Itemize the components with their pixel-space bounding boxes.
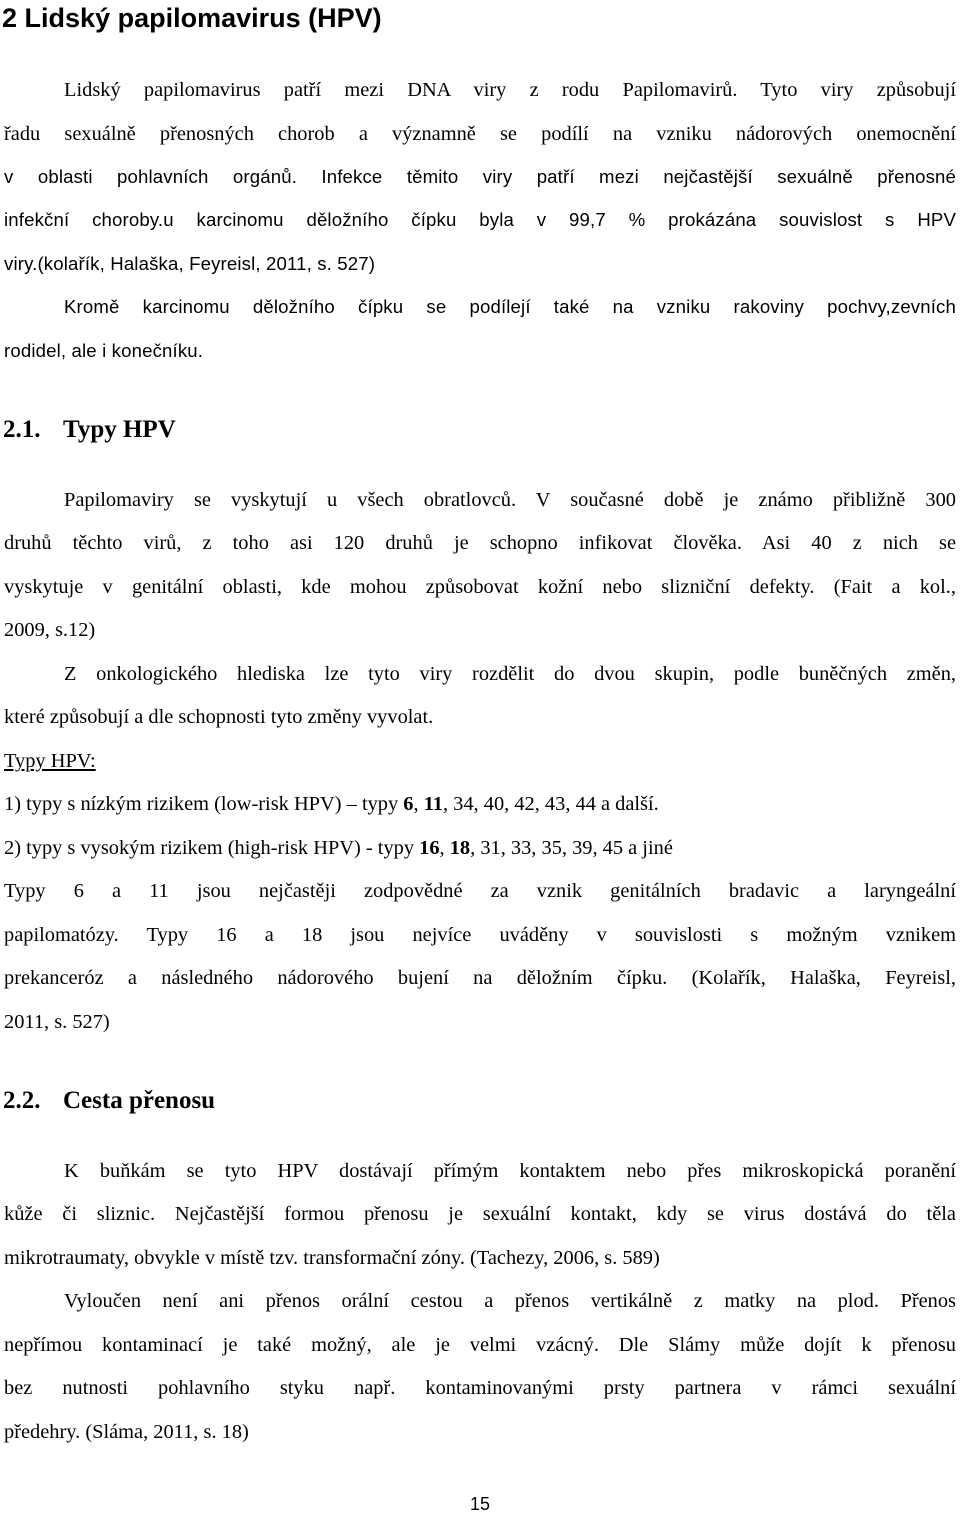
- intro-line-4: infekční choroby.u karcinomu děložního čípku byla v 99,7 % prokázána souvislost s HPV: [4, 209, 956, 230]
- transmission-line-7: předehry. (Sláma, 2011, s. 18): [4, 1421, 249, 1443]
- chapter-number: 2: [2, 3, 18, 33]
- type1-sep: ,: [413, 793, 424, 815]
- type1-bold-11: 11: [423, 793, 443, 815]
- intro-line-5: viry.(kolařík, Halaška, Feyreisl, 2011, s. 527): [4, 253, 376, 274]
- types-line-6: které způsobují a dle schopnosti tyto změny vyvolat.: [4, 706, 434, 728]
- section-number: 2.1.: [3, 416, 41, 443]
- type1-dash: –: [346, 793, 357, 815]
- section-number: 2.2.: [3, 1087, 41, 1114]
- type2-bold-18: 18: [449, 837, 471, 859]
- types-closing-line-1: Typy 6 a 11 jsou nejčastěji zodpovědné za vznik genitálních bradavic a laryngeální: [4, 880, 956, 902]
- types-heading-text: Typy HPV:: [4, 750, 96, 772]
- type-low-risk: [4, 790, 956, 818]
- transmission-line-1: K buňkám se tyto HPV dostávají přímým kontaktem nebo přes mikroskopická poranění: [64, 1160, 956, 1182]
- page-number: 15: [469, 1494, 491, 1514]
- types-closing-line-4: 2011, s. 527): [4, 1011, 110, 1033]
- transmission-line-2: kůže či sliznic. Nejčastější formou přenosu je sexuální kontakt, kdy se virus dostává do těla: [4, 1203, 956, 1225]
- type1-rest: , 34, 40, 42, 43, 44 a další.: [442, 793, 659, 815]
- intro-line-1: Lidský papilomavirus patří mezi DNA viry z rodu Papilomavirů. Tyto viry způsobují: [64, 79, 956, 101]
- type1-prefix: 1) typy s nízkým rizikem (low-risk HPV): [4, 793, 347, 815]
- type1-mid: typy: [356, 793, 404, 815]
- types-line-3: vyskytuje v genitální oblasti, kde mohou způsobovat kožní nebo slizniční defekty. (Fait a kol.,: [4, 576, 956, 598]
- types-line-1: Papilomaviry se vyskytují u všech obratlovců. V současné době je známo přibližně 300: [64, 489, 956, 511]
- types-line-5: Z onkologického hlediska lze tyto viry rozdělit do dvou skupin, podle buněčných změn,: [64, 663, 956, 685]
- section-heading-types: [3, 414, 176, 446]
- type-high-risk: [4, 834, 956, 862]
- section-title: Cesta přenosu: [63, 1087, 216, 1114]
- type2-bold-16: 16: [419, 837, 440, 859]
- chapter-heading: [2, 0, 382, 36]
- intro-line-2: řadu sexuálně přenosných chorob a významně se podílí na vzniku nádorových onemocnění: [4, 123, 956, 145]
- types-list-heading: [4, 747, 956, 775]
- type2-sep: ,: [439, 837, 450, 859]
- section-title: Typy HPV: [63, 416, 176, 443]
- type2-prefix: 2) typy s vysokým rizikem (high-risk HPV) - typy: [4, 837, 420, 859]
- types-line-2: druhů těchto virů, z toho asi 120 druhů je schopno infikovat člověka. Asi 40 z nich se: [4, 532, 956, 554]
- types-closing-line-2: papilomatózy. Typy 16 a 18 jsou nejvíce uváděny v souvislosti s možným vznikem: [4, 924, 956, 946]
- transmission-line-6: bez nutnosti pohlavního styku např. kontaminovanými prsty partnera v rámci sexuální: [4, 1377, 956, 1399]
- chapter-title: Lidský papilomavirus (HPV): [24, 3, 382, 33]
- intro-line-7: rodidel, ale i konečníku.: [4, 340, 204, 361]
- transmission-line-4: Vyloučen není ani přenos orální cestou a přenos vertikálně z matky na plod. Přenos: [64, 1290, 956, 1312]
- transmission-line-5: nepřímou kontaminací je také možný, ale je velmi vzácný. Dle Slámy může dojít k přenosu: [4, 1334, 956, 1356]
- transmission-line-3: mikrotraumaty, obvykle v místě tzv. transformační zóny. (Tachezy, 2006, s. 589): [4, 1247, 660, 1269]
- type1-bold-6: 6: [403, 793, 414, 815]
- intro-line-6: Kromě karcinomu děložního čípku se podílejí také na vzniku rakoviny pochvy,zevních: [64, 296, 956, 317]
- section-heading-transmission: [3, 1085, 215, 1117]
- types-closing-line-3: prekanceróz a následného nádorového bujení na děložním čípku. (Kolařík, Halaška, Feyreisl,: [4, 967, 956, 989]
- types-line-4: 2009, s.12): [4, 619, 96, 641]
- type2-rest: , 31, 33, 35, 39, 45 a jiné: [470, 837, 673, 859]
- intro-line-3: v oblasti pohlavních orgánů. Infekce těmito viry patří mezi nejčastější sexuálně přenosné: [4, 166, 956, 187]
